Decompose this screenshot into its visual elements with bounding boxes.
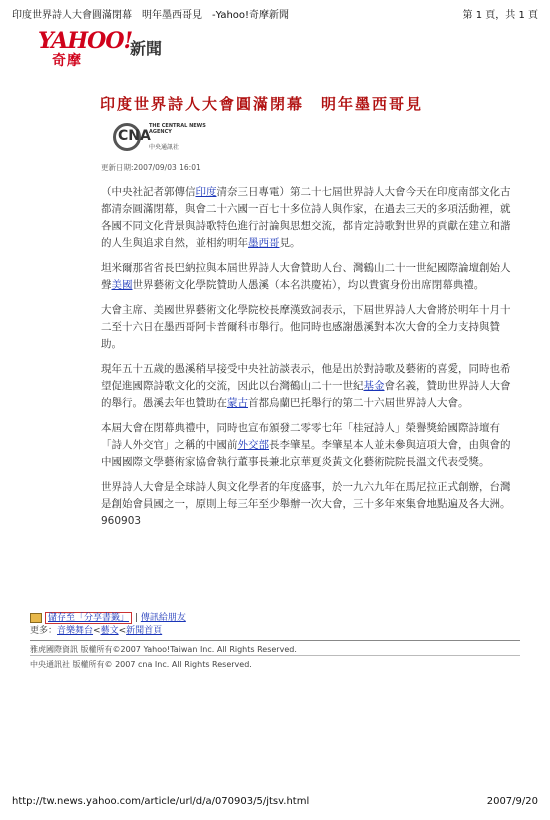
divider	[30, 655, 520, 656]
bookmark-icon	[30, 613, 42, 623]
print-footer-url: http://tw.news.yahoo.com/article/url/d/a/070903/5/jtsv.html	[12, 796, 310, 807]
news-section-label: 新聞	[130, 39, 163, 58]
paragraph-2: 坦米爾那省省長巴納拉與本屆世界詩人大會贊助人台、灣鶴山二十一世紀國際論壇創始人聲美國世界藝術文化學院贊助人愚溪（本名洪慶祐），均以貴賓身份出席閉幕典禮。	[101, 262, 511, 291]
paragraph-6: 世界詩人大會是全球詩人與文化學者的年度盛事，於一九六九年在馬尼拉正式創辦，台灣是創始會員國之一，原則上每三年至少舉辦一次大會，三十多年來集會地點遍及各大洲。960903	[101, 481, 511, 527]
share-bar: 儲存至「分享書籤」 | 傳訊給朋友	[30, 610, 186, 623]
paragraph-1: （中央社記者郭傳信印度清奈三日專電）第二十七屆世界詩人大會今天在印度南部文化古都清奈圓滿閉幕，與會二十六國一百七十多位詩人與作家，在過去三天的多項活動裡，就各國不同文化背景與詩歌特色進行討論與思想交流，都肯定詩歌對世界的貢獻在建立和諧的人生與追求自然，並相約明年墨西哥見。	[101, 186, 511, 249]
paragraph-5: 本屆大會在閉幕典禮中，同時也宣布頒發二零零七年「桂冠詩人」榮譽獎給國際詩壇有「詩人外交官」之稱的中國前外交部長李肇星。李肇星本人並未參與這項大會，由與會的中國國際文學藝術家協會執行董事長兼北京華夏炎黃文化藝術院院長溫文代表受獎。	[101, 422, 511, 468]
link-india[interactable]: 印度	[195, 186, 217, 198]
article-headline: 印度世界詩人大會圓滿閉幕 明年墨西哥見	[100, 95, 424, 113]
paragraph-3: 大會主席、美國世界藝術文化學院校長摩漢致詞表示，下屆世界詩人大會將於明年十月十二至十六日在墨西哥阿卡普爾科市舉行。他同時也感謝愚溪對本次大會的全力支持與贊助。	[101, 304, 511, 350]
cna-mark-icon: CNA	[115, 122, 145, 150]
cna-name-zh: 中央通訊社	[149, 144, 180, 151]
cna-name-en: THE CENTRAL NEWS AGENCY	[149, 123, 206, 135]
link-music-stage[interactable]: 音樂舞台	[57, 626, 94, 636]
print-footer	[12, 796, 538, 810]
yahoo-logo-text: YAHOO!	[38, 28, 133, 54]
save-bookmark-link[interactable]: 儲存至「分享書籤」	[45, 612, 132, 624]
print-header-pages: 第 1 頁，共 1 頁	[462, 10, 538, 21]
yahoo-news-logo[interactable]	[38, 26, 238, 72]
link-foreign-ministry[interactable]: 外交部	[237, 439, 269, 451]
article-body	[101, 184, 511, 538]
link-fund[interactable]: 基金	[363, 380, 385, 392]
link-usa[interactable]: 美國	[111, 279, 133, 291]
send-to-friend-link[interactable]: 傳訊給朋友	[140, 613, 186, 623]
link-news-home[interactable]: 新聞首頁	[126, 626, 163, 636]
yahoo-logo-sub: 奇摩	[52, 53, 82, 69]
link-arts[interactable]: 藝文	[100, 626, 119, 636]
paragraph-4: 現年五十五歲的愚溪稍早接受中央社訪談表示，他是出於對詩歌及藝術的喜愛，同時也希望促進國際詩歌文化的交流，因此以台灣鶴山二十一世紀基金會名義，贊助世界詩人大會的舉行。愚溪去年也贊助在蒙古首都烏蘭巴托舉行的第二十六屆世界詩人大會。	[101, 363, 511, 409]
updated-date: 更新日期:2007/09/03 16:01	[101, 163, 201, 172]
copyright-yahoo: 雅虎國際資訊 版權所有©2007 Yahoo!Taiwan Inc. All Rights Reserved.	[30, 645, 297, 654]
print-footer-date: 2007/9/20	[486, 796, 538, 807]
more-breadcrumb: 更多：音樂舞台<藝文<新聞首頁	[30, 626, 163, 636]
copyright-cna: 中央通訊社 版權所有© 2007 cna Inc. All Rights Reserved.	[30, 660, 252, 669]
link-mongolia[interactable]: 蒙古	[227, 397, 248, 409]
print-header-title: 印度世界詩人大會圓滿閉幕 明年墨西哥見 -Yahoo!奇摩新聞	[12, 10, 290, 21]
cna-logo	[115, 122, 235, 150]
divider	[30, 640, 520, 641]
print-header	[12, 6, 538, 22]
link-mexico[interactable]: 墨西哥	[248, 237, 280, 249]
